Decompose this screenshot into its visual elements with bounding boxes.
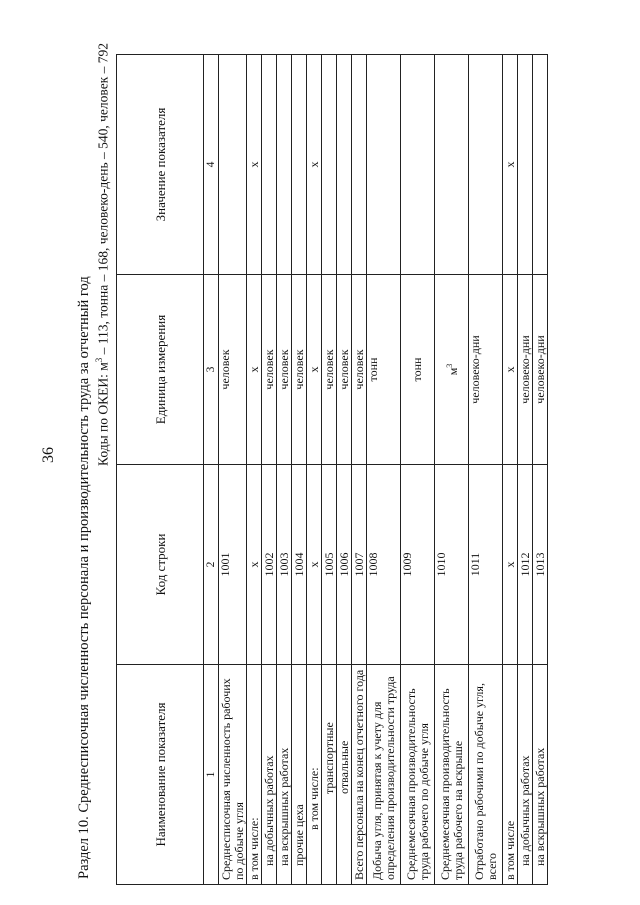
column-number: 2 — [204, 465, 219, 665]
row-name: на вскрышных работах — [277, 665, 292, 885]
header-value: Значение показателя — [117, 55, 204, 275]
row-unit: х — [503, 275, 518, 465]
table-row — [262, 55, 277, 885]
header-row — [117, 55, 204, 885]
header-code: Код строки — [117, 465, 204, 665]
row-value[interactable] — [518, 55, 533, 275]
table-row — [352, 55, 367, 885]
page-number: 36 — [40, 447, 57, 463]
unit-sup: 3 — [445, 363, 454, 368]
table-row — [277, 55, 292, 885]
table-row — [292, 55, 307, 885]
okei-prefix: Коды по ОКЕИ: м — [95, 362, 111, 466]
row-name: на вскрышных работах — [533, 665, 548, 885]
row-code: 1005 — [322, 465, 337, 665]
row-value: х — [247, 55, 262, 275]
row-value[interactable] — [367, 55, 401, 275]
row-name: транспортные — [322, 665, 337, 885]
row-value[interactable] — [219, 55, 247, 275]
unit-text: м — [446, 367, 460, 376]
row-code: 1010 — [435, 465, 469, 665]
row-code: 1003 — [277, 465, 292, 665]
row-unit: человеко-дни — [533, 275, 548, 465]
column-number: 3 — [204, 275, 219, 465]
row-code: х — [247, 465, 262, 665]
table-row — [219, 55, 247, 885]
row-code: 1012 — [518, 465, 533, 665]
row-value: х — [307, 55, 322, 275]
table-row — [533, 55, 548, 885]
okei-sup: 3 — [94, 357, 104, 363]
row-unit — [435, 275, 469, 465]
row-name: Среднемесячная производительность труда рабочего на вскрыше — [435, 665, 469, 885]
table-row — [401, 55, 435, 885]
row-code: х — [307, 465, 322, 665]
row-value[interactable] — [292, 55, 307, 275]
row-code: 1011 — [469, 465, 503, 665]
header-unit: Единица измерения — [117, 275, 204, 465]
indicators-table — [116, 54, 548, 885]
row-value[interactable] — [322, 55, 337, 275]
row-value[interactable] — [337, 55, 352, 275]
row-unit: х — [307, 275, 322, 465]
row-code: 1002 — [262, 465, 277, 665]
row-code: 1006 — [337, 465, 352, 665]
rotated-page — [40, 25, 640, 885]
row-name: прочие цеха — [292, 665, 307, 885]
header-name: Наименование показателя — [117, 665, 204, 885]
row-unit: человек — [292, 275, 307, 465]
row-unit: человек — [322, 275, 337, 465]
row-name: на добычных работах — [518, 665, 533, 885]
row-name: отвальные — [337, 665, 352, 885]
column-number: 4 — [204, 55, 219, 275]
row-value[interactable] — [277, 55, 292, 275]
row-code: 1004 — [292, 465, 307, 665]
row-unit: человек — [337, 275, 352, 465]
row-code: х — [503, 465, 518, 665]
row-name: в том числе: — [247, 665, 262, 885]
row-unit: человеко-дни — [518, 275, 533, 465]
row-unit: тонн — [367, 275, 401, 465]
row-code: 1007 — [352, 465, 367, 665]
column-number-row — [204, 55, 219, 885]
row-code: 1001 — [219, 465, 247, 665]
row-name: на добычных работах — [262, 665, 277, 885]
table-row — [337, 55, 352, 885]
table-row — [518, 55, 533, 885]
section-title: Раздел 10. Среднесписочная численность персонала и производительность труда за отчетный год — [76, 276, 92, 879]
row-value[interactable] — [262, 55, 277, 275]
row-value[interactable] — [401, 55, 435, 275]
row-name: Всего персонала на конец отчетного года — [352, 665, 367, 885]
row-name: Среднемесячная производительность труда рабочего по добыче угля — [401, 665, 435, 885]
row-value[interactable] — [469, 55, 503, 275]
table-row — [247, 55, 262, 885]
table-row — [503, 55, 518, 885]
row-value[interactable] — [435, 55, 469, 275]
row-unit: человек — [262, 275, 277, 465]
table-row — [435, 55, 469, 885]
row-unit: человек — [219, 275, 247, 465]
row-unit: человек — [352, 275, 367, 465]
table-row — [469, 55, 503, 885]
row-unit: тонн — [401, 275, 435, 465]
row-unit: человек — [277, 275, 292, 465]
row-unit: человеко-дни — [469, 275, 503, 465]
row-unit: х — [247, 275, 262, 465]
okei-rest: – 113, тонна – 168, человеко-день – 540, человек – 792 — [95, 43, 111, 358]
row-value[interactable] — [352, 55, 367, 275]
row-name: Среднесписочная численность рабочих по добыче угля — [219, 665, 247, 885]
okei-codes — [94, 43, 112, 466]
row-value[interactable] — [533, 55, 548, 275]
row-name: Отработано рабочими по добыче угля, всего — [469, 665, 503, 885]
row-code: 1008 — [367, 465, 401, 665]
table-row — [322, 55, 337, 885]
row-name: в том числе — [503, 665, 518, 885]
row-code: 1009 — [401, 465, 435, 665]
row-name: в том числе: — [307, 665, 322, 885]
row-code: 1013 — [533, 465, 548, 665]
table-row — [367, 55, 401, 885]
table-row — [307, 55, 322, 885]
row-value: х — [503, 55, 518, 275]
column-number: 1 — [204, 665, 219, 885]
row-name: Добыча угля, принятая к учету для определения производительности труда — [367, 665, 401, 885]
